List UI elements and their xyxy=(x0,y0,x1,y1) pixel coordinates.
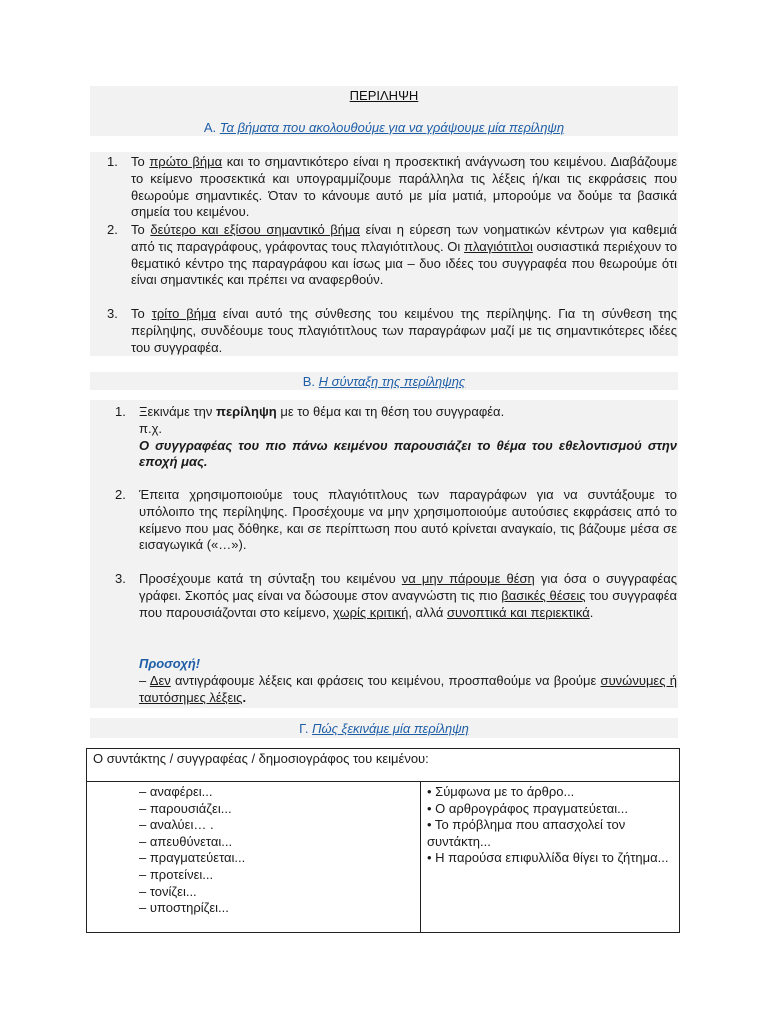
item-number: 2. xyxy=(107,222,118,237)
verbs-cell xyxy=(87,782,421,933)
item-text: , αλλά xyxy=(408,604,447,620)
item-text: για όσα ο συγγραφέας γράφει. Σκοπός μας είναι να δώσουμε στον αναγνώστη τις πιο xyxy=(139,571,678,603)
verb-item: – αναλύει… . xyxy=(139,817,214,833)
section-c-letter: Γ. xyxy=(299,721,309,736)
verb-item: – τονίζει... xyxy=(139,883,197,899)
key-phrase: χωρίς κριτική xyxy=(333,604,409,620)
item-text: αντιγράφουμε λέξεις και φράσεις του κειμένου, προσπαθούμε να βρούμε xyxy=(170,672,601,688)
section-b-item-2 xyxy=(115,487,677,554)
section-b-letter: Β. xyxy=(302,374,316,389)
item-text: Το xyxy=(131,222,151,237)
phrase-item: • Το πρόβλημα που απασχολεί τον συντάκτη... xyxy=(427,817,626,849)
caution-label: Προσοχή! xyxy=(139,656,201,671)
item-text: Προσέχουμε κατά τη σύνταξη του κειμένου xyxy=(139,571,402,586)
verb-item: – υποστηρίζει... xyxy=(139,900,229,916)
caution-note xyxy=(139,656,677,706)
item-text: ουσιαστικά περιέχουν το θεματικό κέντρο της παραγράφου και ίσως μια – δυο ιδέες του συγγραφέα που θεωρούμε ότι είναι σημαντικές και πρέπει να αναφερθούν. xyxy=(131,238,677,288)
item-number: 2. xyxy=(115,487,126,502)
key-phrase: συνώνυμες ή ταυτόσημες λέξεις xyxy=(139,672,677,705)
key-phrase: τρίτο βήμα xyxy=(151,306,216,321)
section-a-item-1 xyxy=(107,154,678,221)
key-phrase: δεύτερο και εξίσου σημαντικό βήμα xyxy=(150,222,360,237)
section-c-title: Πώς ξεκινάμε μία περίληψη xyxy=(312,721,469,736)
item-number: 3. xyxy=(115,571,126,586)
item-text: του συγγραφέα που παρουσιάζονται στο κείμενο, xyxy=(139,587,677,620)
page-title: ΠΕΡΙΛΗΨΗ xyxy=(349,88,419,103)
section-a-heading xyxy=(0,120,768,135)
key-phrase: βασικές θέσεις xyxy=(501,587,586,603)
phrase-item: • Σύμφωνα με το άρθρο... xyxy=(427,784,575,799)
example-label: π.χ. xyxy=(139,420,163,436)
item-text: είναι αυτό της σύνθεσης του κειμένου της περίληψης. Για τη σύνθεση της περίληψης, συνδέουμε τους πλαγιότιτλους των παραγράφων μαζί με τις σημαντικότερες ιδέες του συγγραφέα. xyxy=(131,306,677,355)
phrase-item: • Ο αρθρογράφος πραγματεύεται... xyxy=(427,800,629,816)
section-b-item-3 xyxy=(115,571,678,621)
verb-item: – αναφέρει... xyxy=(139,784,213,799)
key-phrase: Δεν xyxy=(149,672,171,688)
summary-openers-table xyxy=(86,748,680,933)
item-number: 1. xyxy=(115,404,126,419)
section-a-item-2 xyxy=(107,222,677,289)
item-text: Έπειτα χρησιμοποιούμε τους πλαγιότιτλους των παραγράφων για να συντάξουμε το υπόλοιπο της περίληψης. Προσέχουμε να μην χρησιμοποιούμε αυτούσιες εκφράσεις από το κείμενο που μας δόθηκε, και σε περίπτωση που αυτό κρίνεται αναγκαίο, τις βάζουμε μέσα σε εισαγωγικά («…»). xyxy=(139,487,677,553)
section-b-heading xyxy=(0,374,768,389)
item-text: . xyxy=(242,689,247,705)
section-a-letter: Α. xyxy=(203,120,217,135)
table-header: Ο συντάκτης / συγγραφέας / δημοσιογράφος του κειμένου: xyxy=(87,749,680,782)
key-phrase: πρώτο βήμα xyxy=(149,154,223,169)
verb-item: – παρουσιάζει... xyxy=(139,800,232,816)
phrases-cell xyxy=(421,782,680,933)
phrase-item: • Η παρούσα επιφυλλίδα θίγει το ζήτημα... xyxy=(427,850,669,866)
item-text: – xyxy=(139,672,150,688)
key-phrase: συνοπτικά και περιεκτικά xyxy=(447,604,590,620)
key-phrase: να μην πάρουμε θέση xyxy=(401,571,535,586)
item-number: 3. xyxy=(107,306,118,321)
example-sentence: Ο συγγραφέας του πιο πάνω κειμένου παρουσιάζει το θέμα του εθελοντισμού στην εποχή μας. xyxy=(139,437,677,470)
item-text: με το θέμα και τη θέση του συγγραφέα. xyxy=(276,404,505,419)
section-b-item-1 xyxy=(115,404,677,471)
bold-term: περίληψη xyxy=(216,404,277,419)
item-number: 1. xyxy=(107,154,118,169)
item-text: είναι η εύρεση των νοηματικών κέντρων για καθεμιά από τις παραγράφους, γράφοντας τους πλαγιότιτλους. Οι xyxy=(131,222,677,254)
section-c-heading xyxy=(0,721,768,736)
verb-item: – προτείνει... xyxy=(139,866,214,882)
section-b-title: Η σύνταξη της περίληψης xyxy=(318,374,466,389)
item-text: και το σημαντικότερο είναι η προσεκτική ανάγνωση του κειμένου. Διαβάζουμε το κείμενο προσεκτικά και υπογραμμίζουμε παράλληλα τις λέξεις ή/και τις εκφράσεις που θεωρούμε σημαντικές. Όταν το κάνουμε αυτό με μία ματιά, μπορούμε να δούμε τα βασικά σημεία του κειμένου. xyxy=(131,154,678,220)
item-text: . xyxy=(589,604,594,620)
verb-item: – απευθύνεται... xyxy=(139,833,233,849)
item-text: Το xyxy=(131,306,152,321)
key-phrase: πλαγιότιτλοι xyxy=(464,238,533,254)
item-text: Ξεκινάμε την xyxy=(139,404,217,419)
item-text: Το xyxy=(131,154,150,169)
verb-item: – πραγματεύεται... xyxy=(139,850,246,866)
section-a-title: Τα βήματα που ακολουθούμε για να γράψουμε μία περίληψη xyxy=(219,120,565,135)
section-a-item-3 xyxy=(107,306,677,356)
